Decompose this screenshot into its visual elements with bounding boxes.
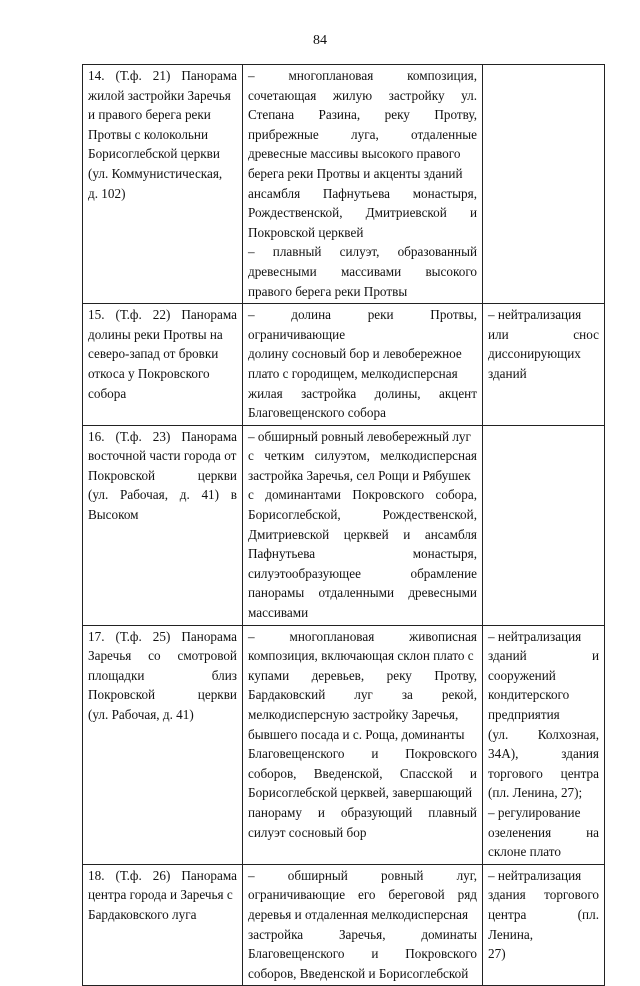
cell-line: древесные массивы высокого правого <box>248 146 461 162</box>
cell-measures <box>483 304 605 426</box>
cell-line: композиция, включающая склон плато с <box>248 648 474 664</box>
cell-description <box>243 425 483 625</box>
cell-line: Бардаковский луг за рекой, <box>248 687 477 703</box>
cell-measures <box>483 65 605 304</box>
cell-line: восточной части города от <box>88 448 237 464</box>
cell-measures <box>483 864 605 986</box>
cell-line: с четким силуэтом, мелкодисперсная <box>248 448 477 464</box>
page-number: 84 <box>313 33 327 48</box>
cell-line: здания торгового <box>488 887 599 903</box>
cell-line: Степана Разина, реку Протву, <box>248 107 477 123</box>
table-row <box>83 864 605 986</box>
cell-line: – обширный ровный левобережный луг <box>248 428 471 444</box>
cell-line: массивами <box>248 605 309 621</box>
cell-object <box>83 65 243 304</box>
cell-line: застройка Заречья, сел Рощи и Рябушек <box>248 467 471 483</box>
cell-measures <box>483 625 605 864</box>
cell-line: ансамбля Пафнутьева монастыря, <box>248 185 477 201</box>
cell-line: Пафнутьева монастыря, <box>248 546 477 562</box>
cell-line: – нейтрализация <box>488 307 582 323</box>
cell-line: – долина реки Протвы, ограничивающие <box>248 307 477 342</box>
table-row <box>83 425 605 625</box>
table-body <box>83 65 605 986</box>
cell-line: бывшего посада и с. Роща, доминанты <box>248 726 465 742</box>
cell-line: 18. (Т.ф. 26) Панорама <box>88 867 237 883</box>
cell-line: Благовещенского и Покровского <box>248 746 477 762</box>
cell-line: предприятия <box>488 707 560 722</box>
cell-line: – нейтрализация <box>488 628 582 644</box>
cell-line: (ул. Колхозная, <box>488 726 599 742</box>
cell-line: и правого берега реки <box>88 107 211 123</box>
cell-line: 27) <box>488 946 506 962</box>
cell-line: склоне плато <box>488 844 561 860</box>
cell-line: Борисоглебской церкви <box>88 146 220 162</box>
cell-line: – нейтрализация <box>488 867 582 883</box>
cell-line: прибрежные луга, отдаленные <box>248 126 477 142</box>
cell-line: Заречья со смотровой <box>88 648 237 664</box>
cell-line: сочетающая жилую застройку ул. <box>248 87 477 103</box>
cell-line: долины реки Протвы на <box>88 326 223 342</box>
cell-line: центра города и Заречья с <box>88 887 233 903</box>
cell-line: Борисоглебской, Рождественской, <box>248 507 477 523</box>
cell-line: панораму и образующий плавный <box>248 804 477 820</box>
cell-line: северо-запад от бровки <box>88 346 219 362</box>
cell-line: Покровской церкви <box>88 467 237 483</box>
cell-line: жилой застройки Заречья <box>88 87 231 103</box>
cell-line: (ул. Рабочая, д. 41) в <box>88 487 237 503</box>
cell-line: древесными массивами высокого <box>248 263 477 279</box>
cell-line: (пл. Ленина, 27); <box>488 785 583 801</box>
cell-line: – регулирование <box>488 804 581 820</box>
cell-line: берега реки Протвы и акценты зданий <box>248 165 463 181</box>
cell-line: торгового центра <box>488 765 599 781</box>
cell-object <box>83 304 243 426</box>
cell-line: площадки близ <box>88 667 237 683</box>
cell-line: 17. (Т.ф. 25) Панорама <box>88 628 237 644</box>
cell-line: с доминантами Покровского собора, <box>248 487 477 503</box>
cell-object <box>83 864 243 986</box>
cell-line: Покровской церкви <box>88 687 237 703</box>
cell-line: Благовещенского и Покровского <box>248 946 477 962</box>
cell-line: долину сосновый бор и левобережное <box>248 346 462 362</box>
cell-measures <box>483 425 605 625</box>
cell-line: озеленения на <box>488 824 599 840</box>
cell-line: мелкодисперсную застройку Заречья, <box>248 707 459 722</box>
cell-line: или снос <box>488 326 599 342</box>
cell-line: сооружений <box>488 667 556 683</box>
cell-line: собора <box>88 385 127 401</box>
cell-line: – обширный ровный луг, <box>248 867 477 883</box>
table-row <box>83 304 605 426</box>
cell-line: (ул. Рабочая, д. 41) <box>88 707 194 722</box>
cell-line: – плавный силуэт, образованный <box>248 244 477 260</box>
cell-line: соборов, Введенской и Борисоглебской <box>248 965 469 981</box>
table-row <box>83 65 605 304</box>
cell-line: деревья и отдаленная мелкодисперсная <box>248 906 469 922</box>
cell-line: жилая застройка долины, акцент <box>248 385 477 401</box>
cell-description <box>243 864 483 986</box>
cell-line: Благовещенского собора <box>248 405 386 421</box>
cell-description <box>243 65 483 304</box>
cell-line: силуэт сосновый бор <box>248 824 367 840</box>
cell-description <box>243 625 483 864</box>
cell-description <box>243 304 483 426</box>
cell-line: Протвы с колокольни <box>88 126 209 142</box>
cell-line: соборов, Введенской, Спасской и <box>248 765 477 781</box>
cell-line: – многоплановая живописная <box>248 628 477 644</box>
cell-line: откоса у Покровского <box>88 365 210 381</box>
cell-line: д. 102) <box>88 185 126 201</box>
cell-line: 14. (Т.ф. 21) Панорама <box>88 68 237 83</box>
cell-line: Дмитриевской церквей и ансамбля <box>248 526 477 542</box>
cell-line: центра (пл. Ленина, <box>488 906 599 942</box>
cell-line: Борисоглебской церквей, завершающий <box>248 785 473 801</box>
cell-line: 16. (Т.ф. 23) Панорама <box>88 428 237 444</box>
protection-table <box>82 64 605 986</box>
cell-line: диссонирующих <box>488 346 581 362</box>
cell-line: Бардаковского луга <box>88 906 197 922</box>
cell-line: Высоком <box>88 507 139 523</box>
cell-line: зданий <box>488 365 527 381</box>
cell-object <box>83 625 243 864</box>
cell-line: 34А), здания <box>488 746 599 762</box>
cell-line: панорамы отдаленными древесными <box>248 585 477 601</box>
cell-line: Рождественской, Дмитриевской и <box>248 205 477 221</box>
cell-line: Покровской церквей <box>248 224 364 240</box>
cell-line: купами деревьев, реку Протву, <box>248 667 477 683</box>
cell-line: зданий и <box>488 648 599 664</box>
cell-line: (ул. Коммунистическая, <box>88 165 223 181</box>
cell-line: кондитерского <box>488 687 570 703</box>
cell-line: – многоплановая композиция, <box>248 68 477 83</box>
cell-line: силуэтообразующее обрамление <box>248 565 477 581</box>
cell-line: правого берега реки Протвы <box>248 283 408 299</box>
cell-object <box>83 425 243 625</box>
cell-line: 15. (Т.ф. 22) Панорама <box>88 307 237 323</box>
cell-line: ограничивающие его береговой ряд <box>248 887 477 903</box>
cell-line: застройка Заречья, доминаты <box>248 926 477 942</box>
table-row <box>83 625 605 864</box>
cell-line: плато с городищем, мелкодисперсная <box>248 365 458 381</box>
